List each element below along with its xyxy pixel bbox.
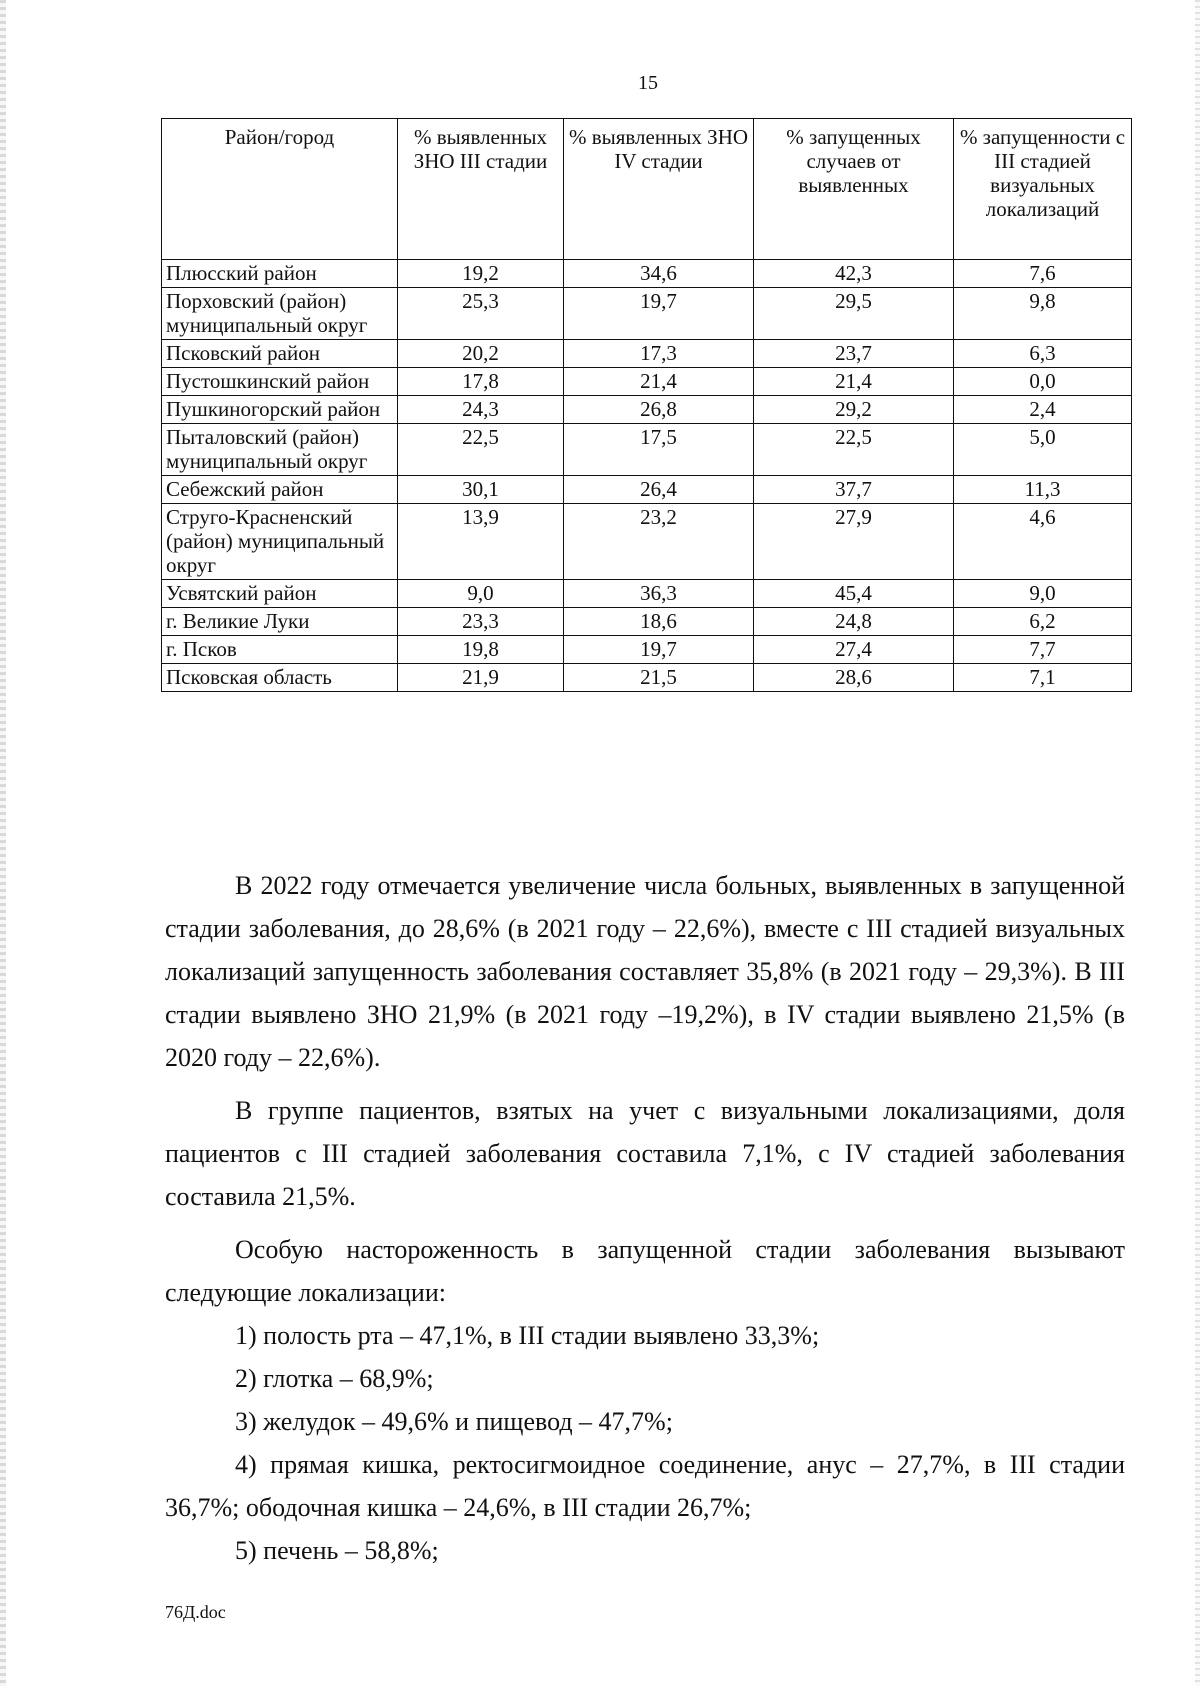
district-name: Усвятский район [162, 580, 398, 608]
neglected-value: 45,4 [754, 580, 954, 608]
stage-4-value: 17,5 [564, 424, 754, 476]
neglected-visual-value: 11,3 [954, 476, 1132, 504]
table-row [162, 608, 1132, 636]
statistics-table [161, 118, 1132, 692]
stage-4-value: 21,4 [564, 368, 754, 396]
district-name: Порховский (район) муниципальный округ [162, 288, 398, 340]
scan-edge-right [1195, 0, 1200, 1686]
neglected-value: 23,7 [754, 340, 954, 368]
neglected-visual-value: 4,6 [954, 504, 1132, 580]
neglected-value: 28,6 [754, 664, 954, 692]
table-row [162, 424, 1132, 476]
stage-4-value: 23,2 [564, 504, 754, 580]
stage-4-value: 26,8 [564, 396, 754, 424]
neglected-value: 21,4 [754, 368, 954, 396]
stage-4-value: 26,4 [564, 476, 754, 504]
body-text [165, 864, 1125, 1572]
neglected-value: 27,9 [754, 504, 954, 580]
stage-3-value: 30,1 [398, 476, 564, 504]
list-item: 4) прямая кишка, ректосигмоидное соединение, анус – 27,7%, в III стадии 36,7%; ободочная кишка – 24,6%, в III стадии 26,7%; [165, 1450, 1125, 1522]
neglected-value: 22,5 [754, 424, 954, 476]
district-name: Псковская область [162, 664, 398, 692]
header-stage-3: % выявленных ЗНО III стадии [398, 119, 564, 260]
district-name: Пыталовский (район) муниципальный округ [162, 424, 398, 476]
list-item: 2) глотка – 68,9%; [235, 1364, 434, 1393]
district-name: Струго-Красненский (район) муниципальный округ [162, 504, 398, 580]
stage-4-value: 19,7 [564, 636, 754, 664]
district-name: Плюсский район [162, 260, 398, 288]
district-name: Себежский район [162, 476, 398, 504]
stage-4-value: 36,3 [564, 580, 754, 608]
stage-3-value: 19,2 [398, 260, 564, 288]
table-row [162, 476, 1132, 504]
table-row [162, 636, 1132, 664]
stage-3-value: 25,3 [398, 288, 564, 340]
neglected-visual-value: 9,0 [954, 580, 1132, 608]
stage-3-value: 22,5 [398, 424, 564, 476]
page-number: 15 [638, 72, 658, 94]
district-name: Пустошкинский район [162, 368, 398, 396]
list-item: 3) желудок – 49,6% и пищевод – 47,7%; [235, 1407, 673, 1436]
neglected-visual-value: 5,0 [954, 424, 1132, 476]
stage-3-value: 20,2 [398, 340, 564, 368]
header-neglected-visual: % запущенности с III стадией визуальных локализаций [954, 119, 1132, 260]
neglected-value: 42,3 [754, 260, 954, 288]
neglected-value: 29,5 [754, 288, 954, 340]
district-name: Пушкиногорский район [162, 396, 398, 424]
table-row [162, 504, 1132, 580]
scan-edge-left [0, 0, 6, 1686]
header-neglected: % запущенных случаев от выявленных [754, 119, 954, 260]
stage-3-value: 24,3 [398, 396, 564, 424]
stage-3-value: 13,9 [398, 504, 564, 580]
list-item: 1) полость рта – 47,1%, в III стадии выявлено 33,3%; [235, 1321, 820, 1350]
list-item: 5) печень – 58,8%; [235, 1536, 439, 1565]
table-row [162, 288, 1132, 340]
stage-4-value: 18,6 [564, 608, 754, 636]
table-row [162, 260, 1132, 288]
header-district: Район/город [162, 119, 398, 260]
table-header-row [162, 119, 1132, 260]
stage-4-value: 17,3 [564, 340, 754, 368]
stage-4-value: 34,6 [564, 260, 754, 288]
header-stage-4: % выявленных ЗНО IV стадии [564, 119, 754, 260]
table-row [162, 368, 1132, 396]
neglected-visual-value: 0,0 [954, 368, 1132, 396]
paragraph: Особую настороженность в запущенной стадии заболевания вызывают следующие локализации: [165, 1235, 1125, 1307]
neglected-visual-value: 2,4 [954, 396, 1132, 424]
stage-4-value: 21,5 [564, 664, 754, 692]
table-row-total [162, 664, 1132, 692]
district-name: Псковский район [162, 340, 398, 368]
neglected-visual-value: 7,7 [954, 636, 1132, 664]
neglected-value: 29,2 [754, 396, 954, 424]
neglected-value: 27,4 [754, 636, 954, 664]
stage-3-value: 21,9 [398, 664, 564, 692]
neglected-visual-value: 6,2 [954, 608, 1132, 636]
neglected-visual-value: 7,1 [954, 664, 1132, 692]
stage-4-value: 19,7 [564, 288, 754, 340]
neglected-visual-value: 9,8 [954, 288, 1132, 340]
neglected-value: 37,7 [754, 476, 954, 504]
neglected-value: 24,8 [754, 608, 954, 636]
paragraph: В 2022 году отмечается увеличение числа больных, выявленных в запущенной стадии заболевания, до 28,6% (в 2021 году – 22,6%), вместе с III стадией визуальных локализаций запущенность заболевания составляет 35,8% (в 2021 году – 29,3%). В III стадии выявлено ЗНО 21,9% (в 2021 году –19,2%), в IV стадии выявлено 21,5% (в 2020 году – 22,6%). [165, 871, 1125, 1072]
table-row [162, 580, 1132, 608]
table-row [162, 340, 1132, 368]
district-name: г. Псков [162, 636, 398, 664]
neglected-visual-value: 7,6 [954, 260, 1132, 288]
stage-3-value: 9,0 [398, 580, 564, 608]
footer-filename: 76Д.doc [165, 1602, 226, 1622]
stage-3-value: 17,8 [398, 368, 564, 396]
stage-3-value: 19,8 [398, 636, 564, 664]
table-row [162, 396, 1132, 424]
stage-3-value: 23,3 [398, 608, 564, 636]
paragraph: В группе пациентов, взятых на учет с визуальными локализациями, доля пациентов с III стадией заболевания составила 7,1%, с IV стадией заболевания составила 21,5%. [165, 1096, 1125, 1211]
district-name: г. Великие Луки [162, 608, 398, 636]
neglected-visual-value: 6,3 [954, 340, 1132, 368]
